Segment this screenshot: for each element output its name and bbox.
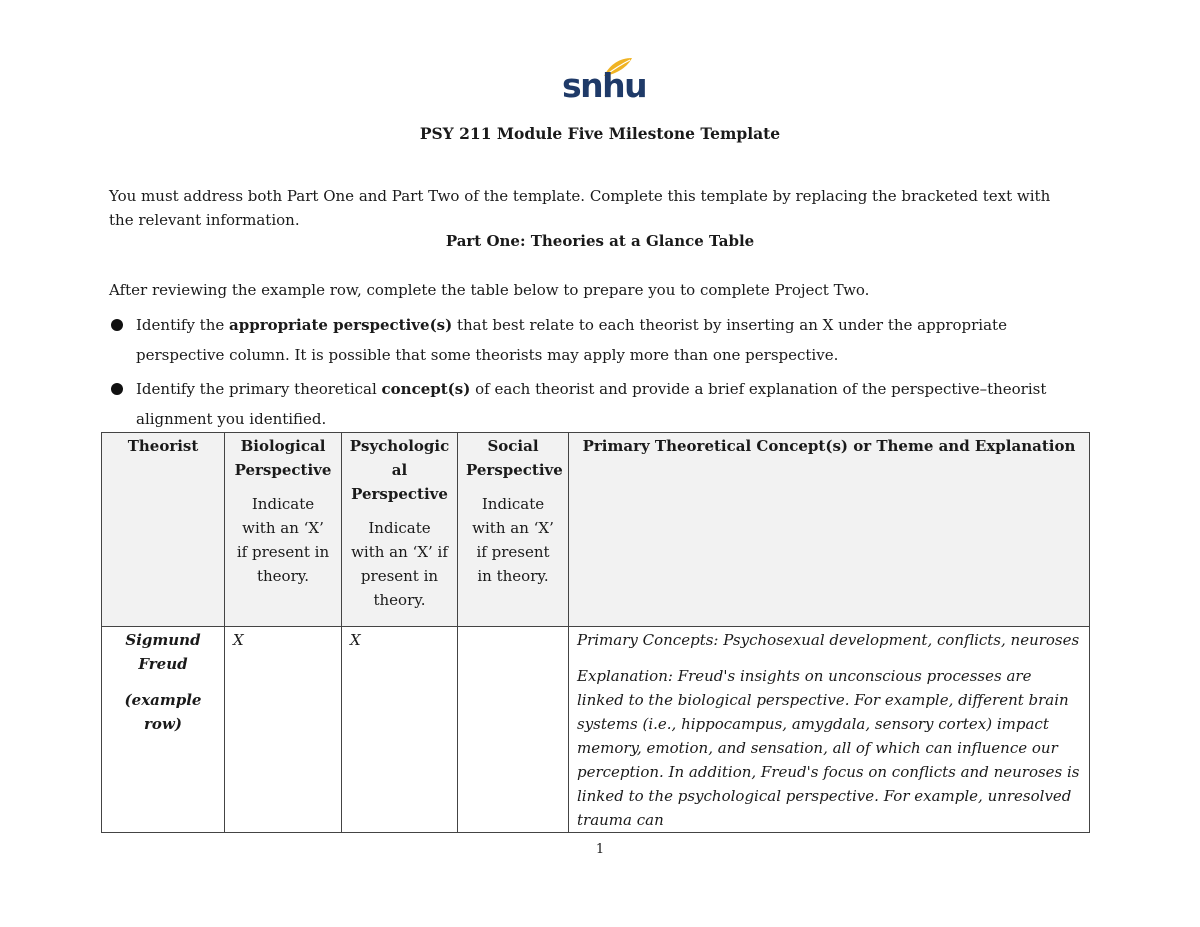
theories-table bbox=[101, 432, 1090, 833]
x-mark: X bbox=[350, 631, 361, 649]
example-row-note: (example row) bbox=[124, 691, 202, 733]
cell-biological[interactable] bbox=[225, 627, 342, 833]
primary-concepts: Primary Concepts: Psychosexual development, conflicts, neuroses bbox=[577, 631, 1080, 649]
page-title: PSY 211 Module Five Milestone Template bbox=[419, 124, 781, 143]
x-mark bbox=[458, 627, 568, 628]
snhu-logo bbox=[562, 56, 647, 108]
header-biological: Biological Perspective Indicate with an ‘X’ if present in theory. bbox=[225, 433, 342, 627]
bullet-bold-text: concept(s) bbox=[381, 380, 471, 398]
table-row bbox=[102, 627, 1090, 833]
indicate-note: Indicate with an ‘X’ if present in theory. bbox=[236, 495, 330, 585]
table-header-row bbox=[102, 433, 1090, 627]
indicate-note: Indicate with an ‘X’ if present in theory. bbox=[472, 495, 554, 585]
bullet-icon bbox=[111, 383, 123, 395]
logo-text: snhu bbox=[562, 66, 647, 105]
theorist-name: Sigmund Freud bbox=[125, 631, 201, 673]
explanation: Explanation: Freud's insights on unconscious processes are linked to the biological perspective. For example, different brain systems (i.e., hippocampus, amygdala, sensory cortex) impact memory, emotion, and sensation, all of which can influence our perception. In addition, Freud's focus on conflicts and neuroses is linked to the psychological perspective. For example, unresolved trauma can bbox=[577, 667, 1080, 829]
page-number: 1 bbox=[595, 842, 605, 857]
header-theorist: Theorist bbox=[102, 433, 225, 627]
intro-paragraph: You must address both Part One and Part Two of the template. Complete this template by replacing the bracketed text with the relevant information. bbox=[109, 187, 1051, 229]
bullet-bold-text: appropriate perspective(s) bbox=[229, 316, 453, 334]
header-social: Social Perspective Indicate with an ‘X’ if present in theory. bbox=[458, 433, 569, 627]
bullet-text: Identify the appropriate perspective(s) that best relate to each theorist by inserting an X under the appropriate perspective column. It is possible that some theorists may apply more than one perspective. bbox=[136, 316, 1007, 364]
bullet-item-concept bbox=[109, 374, 1089, 434]
indicate-note: Indicate with an ‘X’ if present in theory. bbox=[351, 519, 448, 609]
cell-social[interactable] bbox=[458, 627, 569, 833]
bullet-item-perspective bbox=[109, 310, 1089, 370]
instructions-paragraph: After reviewing the example row, complete the table below to prepare you to complete Project Two. bbox=[109, 281, 870, 299]
cell-theorist bbox=[102, 627, 225, 833]
x-mark: X bbox=[233, 631, 244, 649]
bullet-icon bbox=[111, 319, 123, 331]
cell-concept[interactable] bbox=[569, 627, 1090, 833]
part-one-heading: Part One: Theories at a Glance Table bbox=[445, 232, 755, 250]
header-psychological: Psychologic al Perspective Indicate with an ‘X’ if present in theory. bbox=[342, 433, 458, 627]
bullet-text: Identify the primary theoretical concept(s) of each theorist and provide a brief explanation of the perspective–theorist alignment you identified. bbox=[136, 380, 1047, 428]
header-concept: Primary Theoretical Concept(s) or Theme and Explanation bbox=[569, 433, 1090, 627]
cell-psychological[interactable] bbox=[342, 627, 458, 833]
